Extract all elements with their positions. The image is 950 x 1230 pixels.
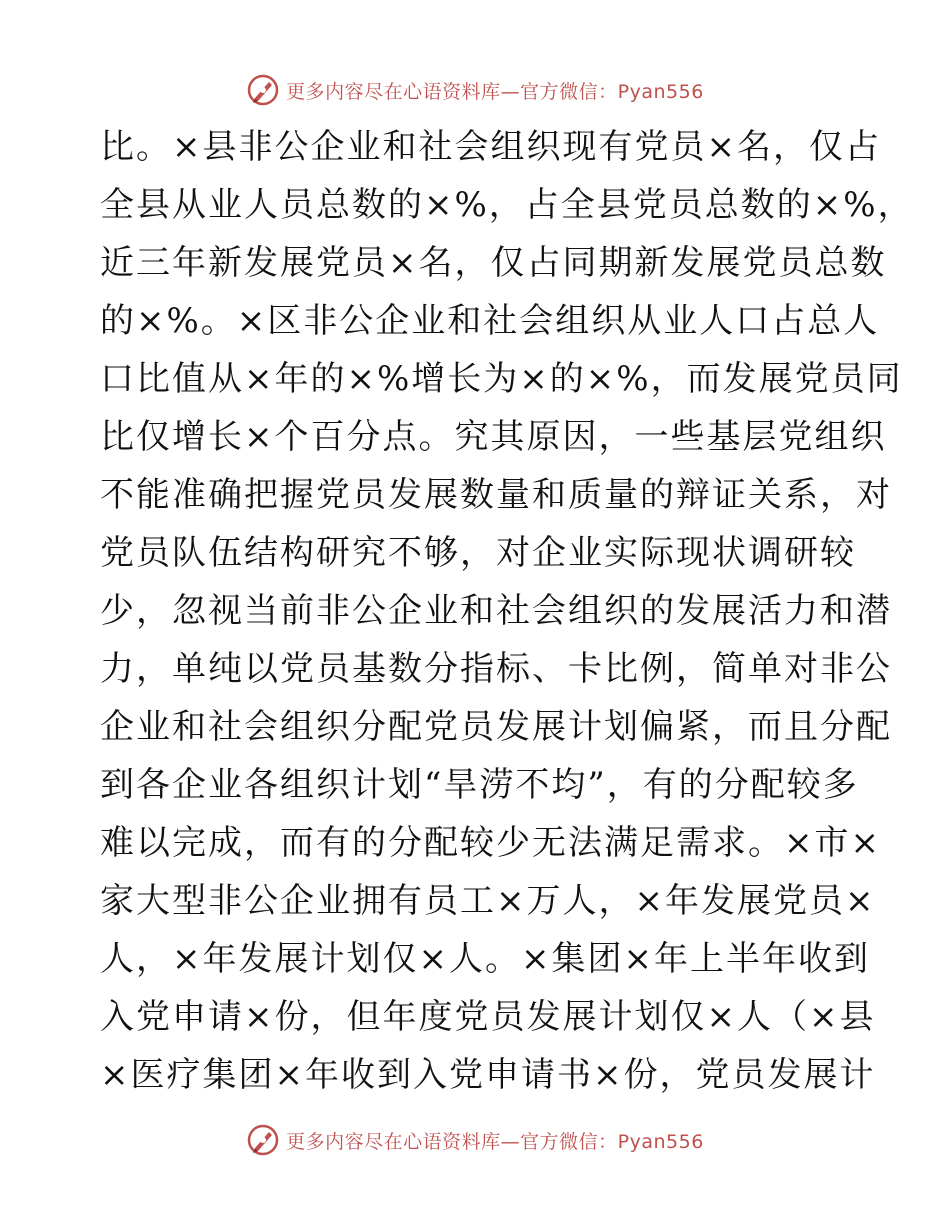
banner-separator: — [500, 1130, 521, 1153]
text-line: 力，单纯以党员基数分指标、卡比例，简单对非公 [100, 649, 892, 689]
text-line: ×医疗集团×年收到入党申请书×份，党员发展计 [100, 1055, 876, 1095]
banner-title: 更多内容尽在心语资料库 [286, 80, 501, 103]
banner-text [286, 77, 704, 104]
banner-contact: 官方微信：Pyan556 [520, 1130, 704, 1153]
text-line: 的×%。×区非公企业和社会组织从业人口占总人 [100, 301, 880, 341]
banner-separator: — [500, 80, 521, 103]
text-line: 口比值从×年的×%增长为×的×%，而发展党员同 [100, 359, 903, 399]
document-body [100, 118, 914, 1104]
header-banner [0, 70, 950, 110]
text-line: 近三年新发展党员×名，仅占同期新发展党员总数 [100, 243, 887, 283]
text-line: 比。×县非公企业和社会组织现有党员×名，仅占 [100, 127, 881, 167]
banner-text [286, 1127, 704, 1154]
banner-contact: 官方微信：Pyan556 [520, 80, 704, 103]
text-line: 难以完成，而有的分配较少无法满足需求。×市× [100, 823, 881, 863]
text-line: 少，忽视当前非公企业和社会组织的发展活力和潜 [100, 591, 892, 631]
text-line: 比仅增长×个百分点。究其原因，一些基层党组织 [100, 417, 887, 457]
footer-banner [0, 1120, 950, 1160]
text-line: 党员队伍结构研究不够，对企业实际现状调研较 [100, 533, 856, 573]
text-line: 全县从业人员总数的×%，占全县党员总数的×%， [100, 185, 914, 225]
banner-title: 更多内容尽在心语资料库 [286, 1130, 501, 1153]
text-line: 到各企业各组织计划“旱涝不均”，有的分配较多 [100, 765, 859, 805]
text-line: 人，×年发展计划仅×人。×集团×年上半年收到 [100, 939, 870, 979]
text-line: 入党申请×份，但年度党员发展计划仅×人（×县 [100, 997, 876, 1037]
text-line: 不能准确把握党员发展数量和质量的辩证关系，对 [100, 475, 892, 515]
pen-logo-icon [246, 73, 280, 107]
text-line: 企业和社会组织分配党员发展计划偏紧，而且分配 [100, 707, 892, 747]
text-line: 家大型非公企业拥有员工×万人，×年发展党员× [100, 881, 876, 921]
pen-logo-icon [246, 1123, 280, 1157]
